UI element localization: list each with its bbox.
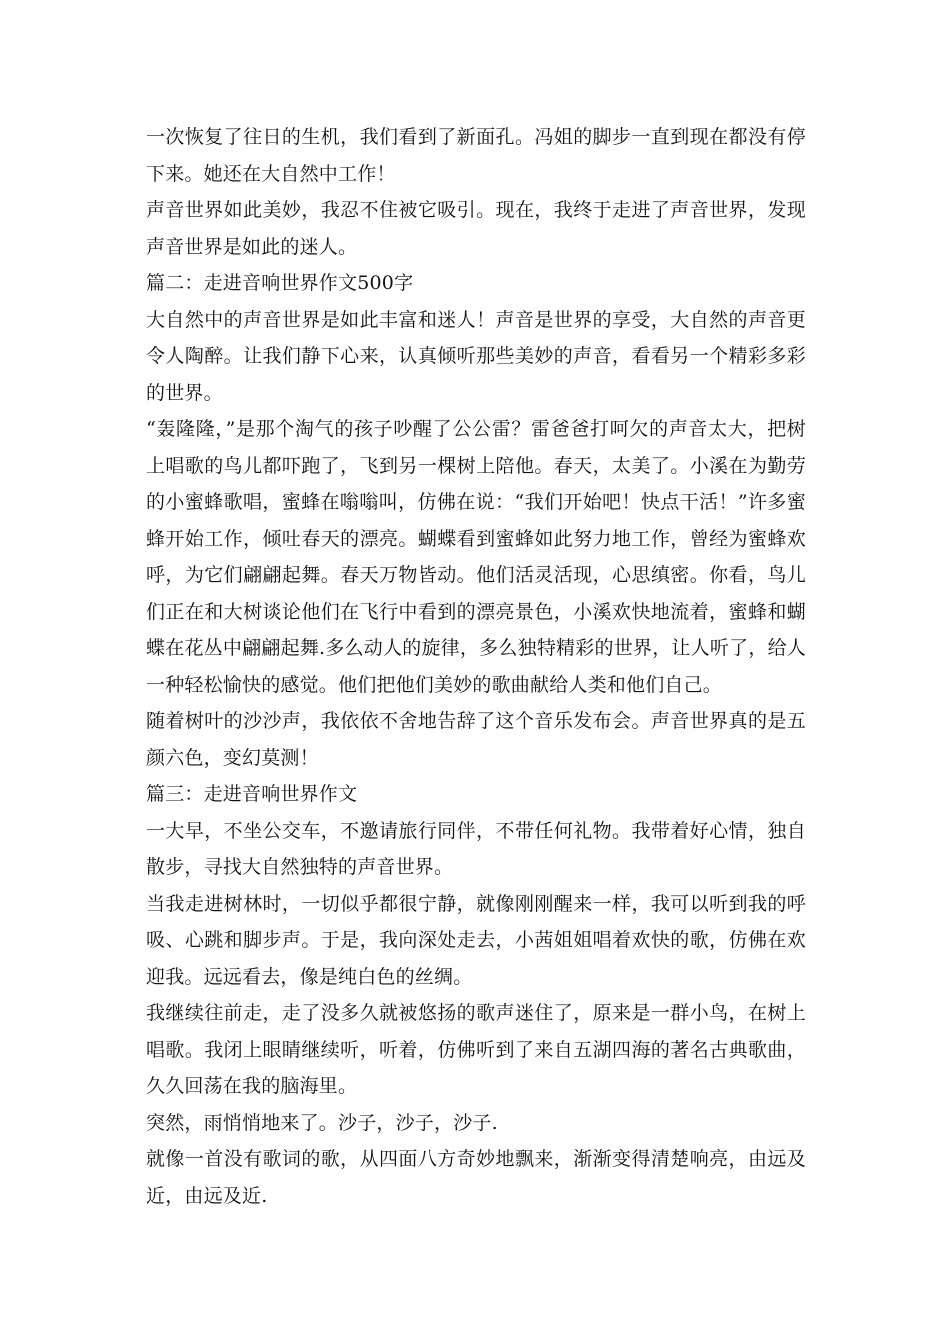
paragraph-7: 当我走进树林时，一切似乎都很宁静，就像刚刚醒来一样，我可以听到我的呼吸、心跳和脚步声。于是，我向深处走去，小茜姐姐唱着欢快的歌，仿佛在欢迎我。远远看去，像是纯白色的丝绸。 xyxy=(146,892,806,988)
section-heading-2: 篇二：走进音响世界作文500字 xyxy=(146,272,414,294)
paragraph-2: 声音世界如此美妙，我忍不住被它吸引。现在，我终于走进了声音世界，发现声音世界是如此的迷人。 xyxy=(146,199,806,258)
paragraph-6: 一大早，不坐公交车，不邀请旅行同伴，不带任何礼物。我带着好心情，独自散步，寻找大自然独特的声音世界。 xyxy=(146,819,806,878)
paragraph-1: 一次恢复了往日的生机，我们看到了新面孔。冯姐的脚步一直到现在都没有停下来。她还在大自然中工作！ xyxy=(146,126,806,185)
section-heading-3: 篇三：走进音响世界作文 xyxy=(146,783,358,805)
document-body xyxy=(146,119,806,1214)
paragraph-4: “轰隆隆，”是那个淘气的孩子吵醒了公公雷？雷爸爸打呵欠的声音太大，把树上唱歌的鸟儿都吓跑了，飞到另一棵树上陪他。春天，太美了。小溪在为勤劳的小蜜蜂歌唱，蜜蜂在嗡嗡叫，仿佛在说：“我们开始吧！快点干活！”许多蜜蜂开始工作，倾吐春天的漂亮。蝴蝶看到蜜蜂如此努力地工作，曾经为蜜蜂欢呼，为它们翩翩起舞。春天万物皆动。他们活灵活现，心思缜密。你看，鸟儿们正在和大树谈论他们在飞行中看到的漂亮景色，小溪欢快地流着，蜜蜂和蝴蝶在花丛中翩翩起舞.多么动人的旋律，多么独特精彩的世界，让人听了，给人一种轻松愉快的感觉。他们把他们美妙的歌曲献给人类和他们自己。 xyxy=(146,418,806,696)
paragraph-3: 大自然中的声音世界是如此丰富和迷人！声音是世界的享受，大自然的声音更令人陶醉。让我们静下心来，认真倾听那些美妙的声音，看看另一个精彩多彩的世界。 xyxy=(146,308,806,404)
paragraph-8: 我继续往前走，走了没多久就被悠扬的歌声迷住了，原来是一群小鸟，在树上唱歌。我闭上眼睛继续听，听着，仿佛听到了来自五湖四海的著名古典歌曲，久久回荡在我的脑海里。 xyxy=(146,1002,806,1097)
paragraph-5: 随着树叶的沙沙声，我依依不舍地告辞了这个音乐发布会。声音世界真的是五颜六色，变幻莫测！ xyxy=(146,710,806,769)
paragraph-10: 就像一首没有歌词的歌，从四面八方奇妙地飘来，渐渐变得清楚响亮，由远及近，由远及近. xyxy=(146,1148,806,1207)
paragraph-9: 突然，雨悄悄地来了。沙子，沙子，沙子. xyxy=(146,1111,498,1134)
